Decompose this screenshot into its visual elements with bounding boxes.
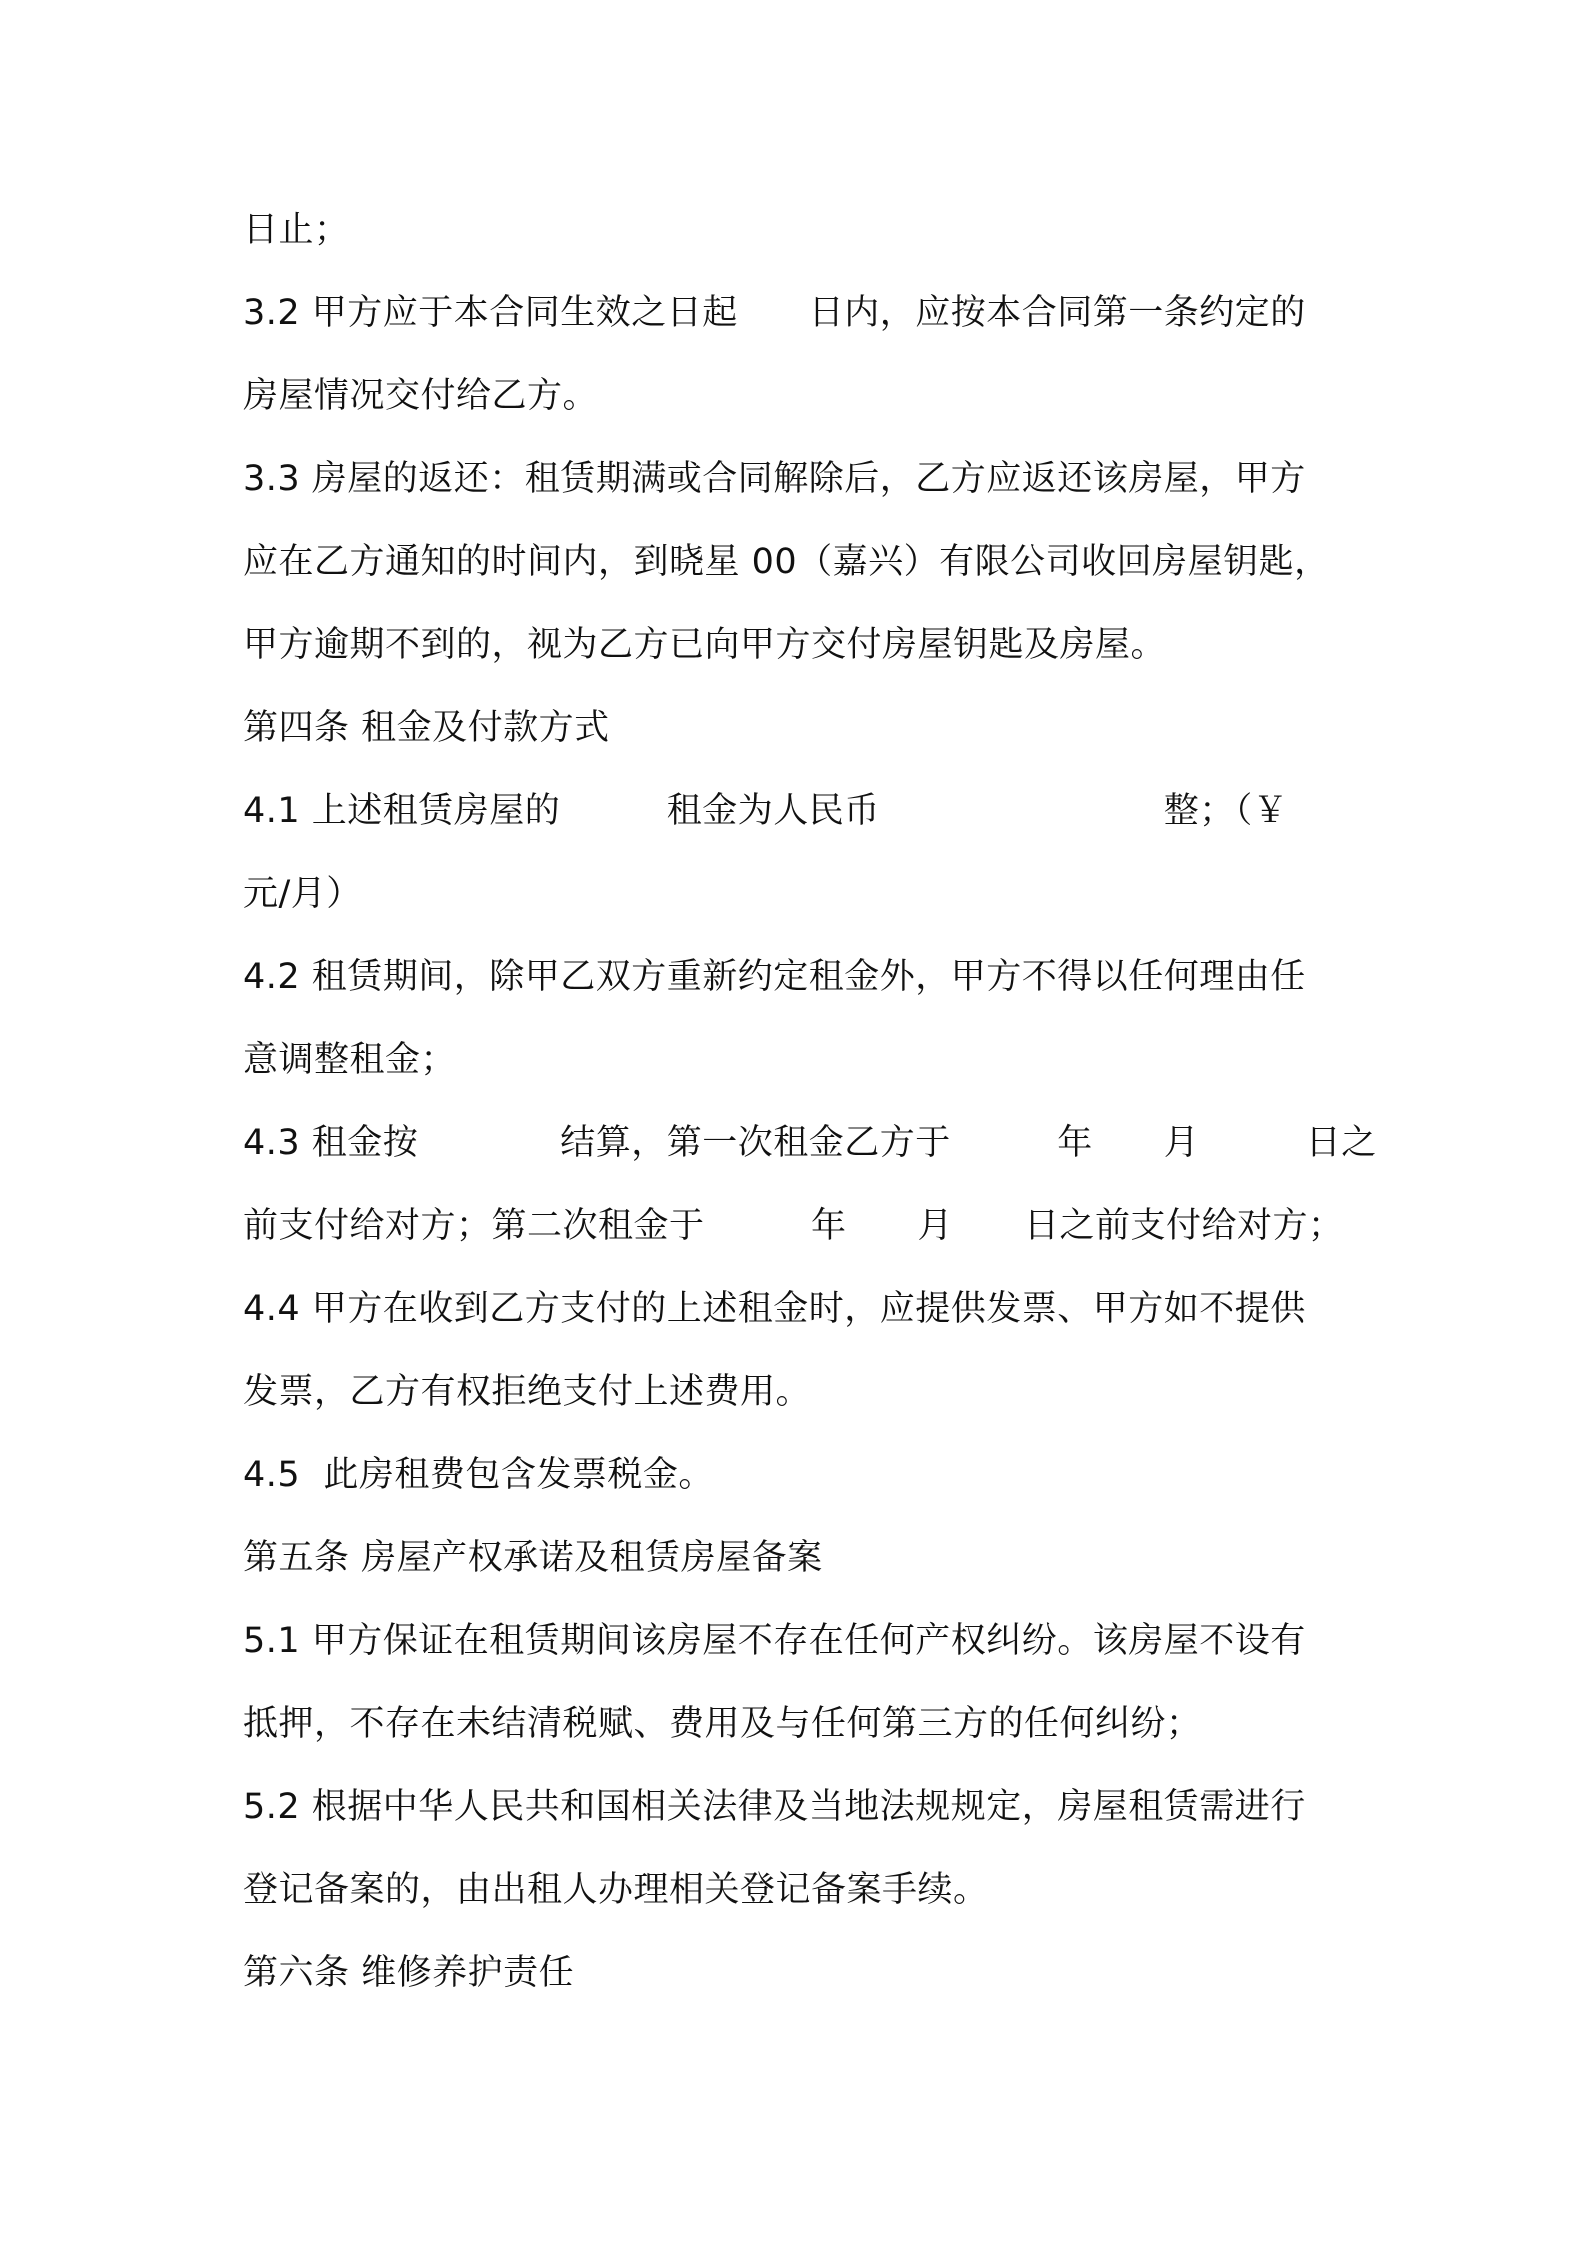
text-line: 发票，乙方有权拒绝支付上述费用。 [243,1372,812,1412]
section-heading: 第六条 维修养护责任 [243,1953,575,1993]
text-line: 4.2 租赁期间，除甲乙双方重新约定租金外，甲方不得以任何理由任 [243,957,1306,997]
text-line: 元/月） [243,874,362,914]
text-line: 房屋情况交付给乙方。 [243,376,599,416]
text-line: 抵押，不存在未结清税赋、费用及与任何第三方的任何纠纷； [243,1704,1202,1744]
text-line: 5.1 甲方保证在租赁期间该房屋不存在任何产权纠纷。该房屋不设有 [243,1621,1306,1661]
text-line: 应在乙方通知的时间内，到晓星 00（嘉兴）有限公司收回房屋钥匙， [243,542,1330,582]
text-line: 前支付给对方；第二次租金于 年 月 日之前支付给对方； [243,1206,1344,1246]
text-line: 登记备案的，由出租人办理相关登记备案手续。 [243,1870,989,1910]
section-heading: 第五条 房屋产权承诺及租赁房屋备案 [243,1538,823,1578]
text-line: 4.4 甲方在收到乙方支付的上述租金时，应提供发票、甲方如不提供 [243,1289,1306,1329]
text-line: 甲方逾期不到的，视为乙方已向甲方交付房屋钥匙及房屋。 [243,625,1167,665]
text-line: 3.3 房屋的返还：租赁期满或合同解除后，乙方应返还该房屋，甲方 [243,459,1306,499]
text-line: 4.3 租金按 结算，第一次租金乙方于 年 月 日之 [243,1123,1377,1163]
text-line: 日止； [243,210,350,250]
text-line: 3.2 甲方应于本合同生效之日起 日内，应按本合同第一条约定的 [243,293,1306,333]
text-line: 5.2 根据中华人民共和国相关法律及当地法规规定，房屋租赁需进行 [243,1787,1306,1827]
text-line: 4.1 上述租赁房屋的 租金为人民币 整；（￥ [243,791,1289,831]
text-line: 4.5 此房租费包含发票税金。 [243,1455,714,1495]
section-heading: 第四条 租金及付款方式 [243,708,610,748]
text-line: 意调整租金； [243,1040,457,1080]
